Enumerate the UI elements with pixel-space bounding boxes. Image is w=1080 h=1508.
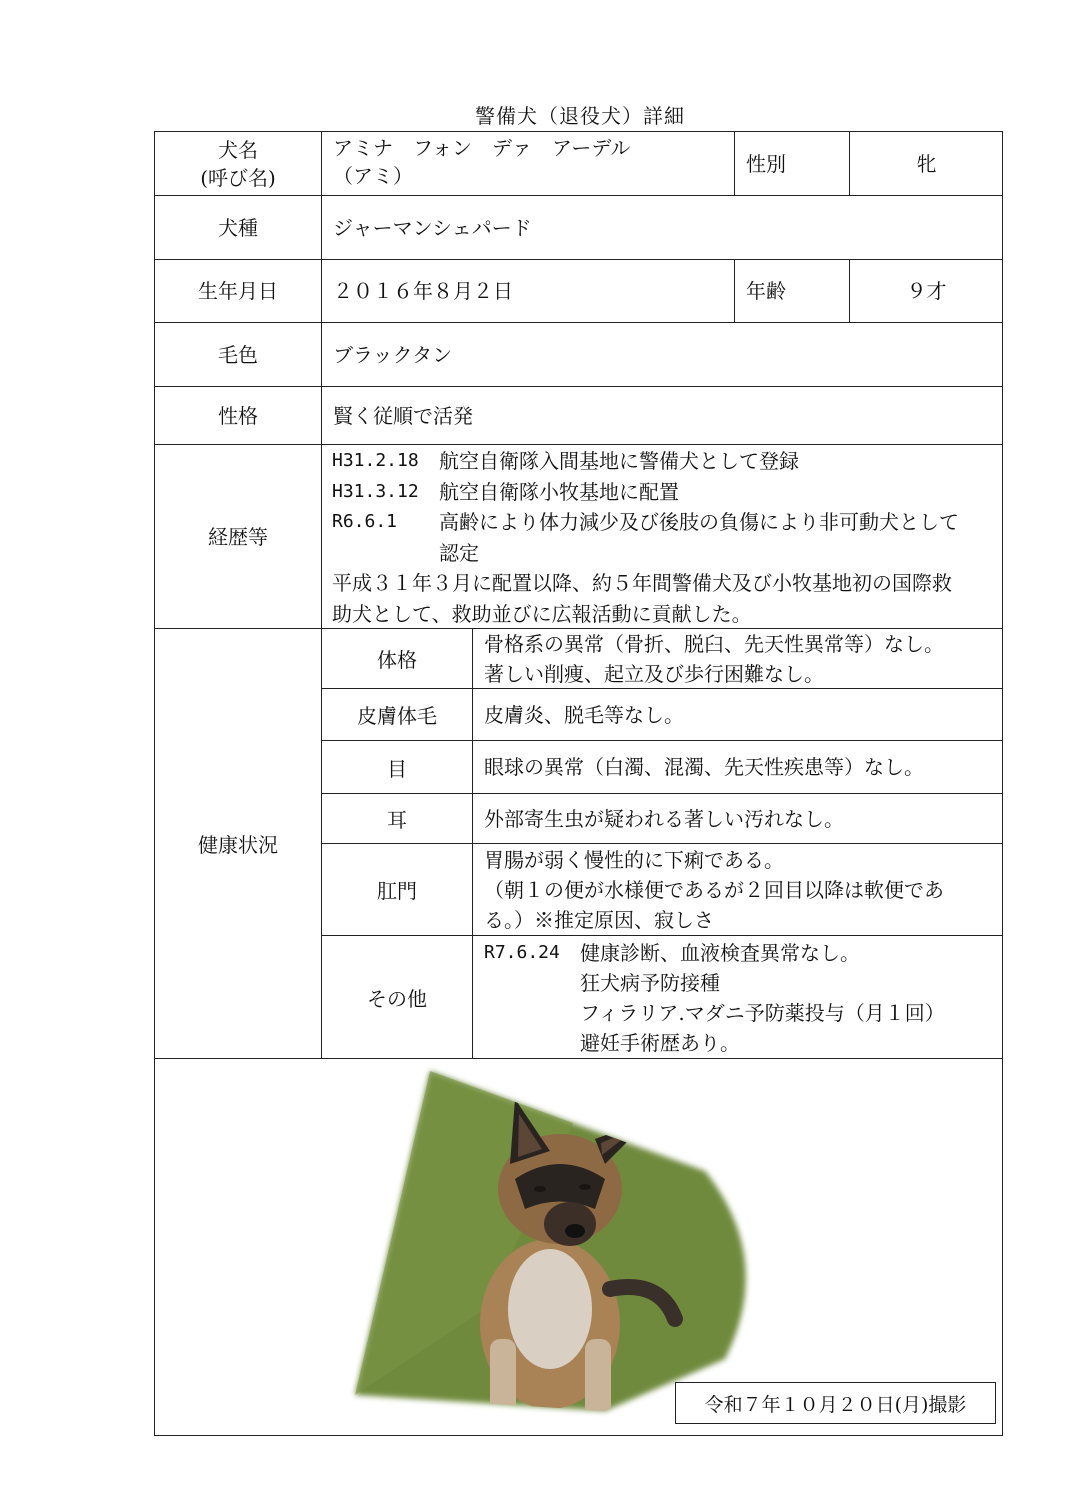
age-label: 年齢 xyxy=(735,260,850,322)
row-coat xyxy=(155,323,1002,387)
history-date: R6.6.1 xyxy=(332,511,398,532)
row-birth xyxy=(155,260,1002,323)
breed-value: ジャーマンシェパード xyxy=(333,215,532,240)
anus-line: 胃腸が弱く慢性的に下痢である。 xyxy=(484,847,784,872)
history-text: 高齢により体力減少及び後肢の負傷により非可動犬として xyxy=(439,510,959,534)
other-line: 狂犬病予防接種 xyxy=(580,970,720,995)
birth-value: ２０１６年８月２日 xyxy=(322,260,735,322)
anus-label: 肛門 xyxy=(322,844,473,935)
history-text: 認定 xyxy=(439,540,479,565)
page-title: 警備犬（退役犬）詳細 xyxy=(475,104,685,128)
history-entry xyxy=(332,507,1003,538)
ear-line: 外部寄生虫が疑われる著しい汚れなし。 xyxy=(484,806,844,831)
birth-label: 生年月日 xyxy=(155,260,322,322)
health-other-row xyxy=(322,936,1003,1059)
health-anus-row xyxy=(322,844,1003,936)
health-skin-row xyxy=(322,689,1003,741)
row-health xyxy=(155,629,1002,1059)
sex-label: 性別 xyxy=(735,132,850,195)
other-line: 健康診断、血液検査異常なし。 xyxy=(580,940,860,965)
row-temperament xyxy=(155,387,1002,445)
breed-label: 犬種 xyxy=(155,196,322,259)
ear-label: 耳 xyxy=(322,794,473,843)
anus-line: （朝１の便が水様便であるが２回目以降は軟便であ xyxy=(484,877,944,902)
coat-value: ブラックタン xyxy=(333,342,453,367)
history-entry xyxy=(332,446,1003,477)
dog-name: アミナ フォン デァ アーデル xyxy=(333,136,631,160)
history-text: 航空自衛隊入間基地に警備犬として登録 xyxy=(439,449,799,473)
eye-label: 目 xyxy=(322,741,473,793)
other-line: フィラリア.マダニ予防薬投与（月１回） xyxy=(580,1000,945,1025)
skin-value xyxy=(473,689,1003,740)
history-date: H31.2.18 xyxy=(332,450,419,471)
eye-line: 眼球の異常（白濁、混濁、先天性疾患等）なし。 xyxy=(484,755,924,779)
health-label: 健康状況 xyxy=(155,629,322,1058)
build-line: 骨格系の異常（骨折、脱臼、先天性異常等）なし。 xyxy=(484,631,944,656)
eye-value xyxy=(473,741,1003,793)
history-date xyxy=(332,538,439,569)
coat-label: 毛色 xyxy=(155,323,322,386)
history-value-cell xyxy=(322,445,1003,628)
health-eye-row xyxy=(322,741,1003,794)
anus-value xyxy=(473,844,1003,935)
call-name-label: (呼び名) xyxy=(200,165,276,190)
other-label: その他 xyxy=(322,936,473,1059)
photo-area xyxy=(155,1059,1002,1435)
health-ear-row xyxy=(322,794,1003,844)
age-value: ９才 xyxy=(906,279,947,303)
sex-value: 牝 xyxy=(916,151,937,176)
detail-table xyxy=(154,131,1003,1436)
history-note: 助犬として、救助並びに広報活動に貢献した。 xyxy=(332,601,752,626)
temperament-label: 性格 xyxy=(155,387,322,444)
health-build-row xyxy=(322,629,1003,689)
anus-line: る。）※推定原因、寂しさ xyxy=(484,907,714,932)
history-label: 経歴等 xyxy=(155,445,322,628)
history-text: 航空自衛隊小牧基地に配置 xyxy=(439,479,679,504)
name-label-cell xyxy=(155,132,322,195)
history-entry xyxy=(332,538,1003,569)
history-entry xyxy=(332,477,1003,508)
row-history xyxy=(155,445,1002,629)
history-date: H31.3.12 xyxy=(332,480,419,502)
name-value-cell xyxy=(322,132,735,195)
temperament-value: 賢く従順で活発 xyxy=(333,403,473,428)
other-entry xyxy=(484,938,1003,968)
row-breed xyxy=(155,196,1002,260)
skin-label: 皮膚体毛 xyxy=(322,689,473,740)
dog-photo xyxy=(155,1059,1004,1435)
other-value xyxy=(473,936,1003,1059)
build-label: 体格 xyxy=(322,629,473,688)
name-label: 犬名 xyxy=(218,137,258,162)
skin-line: 皮膚炎、脱毛等なし。 xyxy=(484,702,684,727)
build-line: 著しい削痩、起立及び歩行困難なし。 xyxy=(484,661,824,686)
other-date: R7.6.24 xyxy=(484,941,560,963)
history-note: 平成３１年３月に配置以降、約５年間警備犬及び小牧基地初の国際救 xyxy=(332,571,952,595)
ear-value xyxy=(473,794,1003,843)
row-name xyxy=(155,132,1002,196)
dog-call-name: （アミ） xyxy=(333,164,413,188)
build-value xyxy=(473,629,1003,688)
photo-caption: 令和７年１０月２０日(月)撮影 xyxy=(675,1382,996,1424)
other-line: 避妊手術歴あり。 xyxy=(580,1030,740,1055)
